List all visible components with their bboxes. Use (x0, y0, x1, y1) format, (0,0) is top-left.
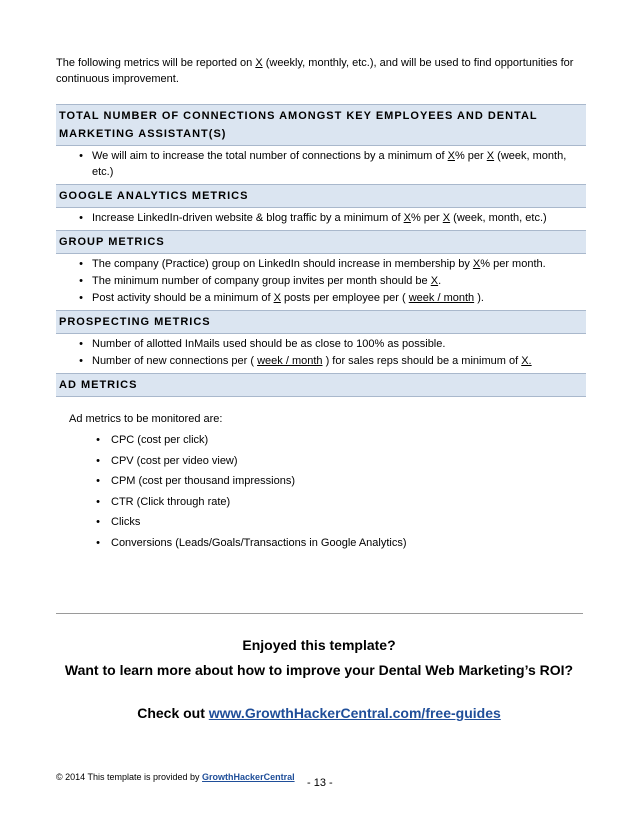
intro-text-1: The following metrics will be reported on (56, 57, 256, 69)
free-guides-link[interactable]: www.GrowthHackerCentral.com/free-guides (208, 705, 501, 721)
horizontal-divider (56, 613, 583, 614)
section-body-ad (56, 397, 586, 551)
bullet-icon: • (96, 536, 100, 549)
bullet-icon: • (96, 454, 100, 467)
cta-subheading: Want to learn more about how to improve your Dental Web Marketing’s ROI? (64, 662, 574, 678)
section-body-connections (56, 146, 586, 184)
list-item: • We will aim to increase the total number of connections by a minimum of X% per X (week, month, etc.) (76, 148, 586, 180)
bullet-icon: • (79, 258, 83, 270)
cta-heading: Enjoyed this template? (242, 637, 396, 653)
intro-paragraph (56, 55, 586, 87)
section-header-group: GROUP METRICS (56, 230, 586, 254)
section-body-group (56, 254, 586, 310)
footer-link[interactable]: GrowthHackerCentral (202, 772, 295, 782)
bullet-icon: • (96, 516, 100, 529)
list-item: • The company (Practice) group on LinkedIn should increase in membership by X% per month. (76, 256, 586, 272)
section-header-ad: AD METRICS (56, 373, 586, 397)
bullet-icon: • (79, 292, 83, 304)
list-item: • CPM (cost per thousand impressions) (93, 473, 586, 489)
list-item: • Clicks (93, 514, 586, 530)
list-item: • Post activity should be a minimum of X posts per employee per ( week / month ). (76, 290, 586, 306)
bullet-icon: • (79, 338, 83, 350)
section-body-analytics (56, 208, 586, 230)
bullet-icon: • (96, 434, 100, 446)
section-header-analytics: GOOGLE ANALYTICS METRICS (56, 184, 586, 208)
bullet-icon: • (79, 150, 83, 162)
list-item: • Number of new connections per ( week / month ) for sales reps should be a minimum of X. (76, 353, 586, 369)
section-body-prospecting (56, 334, 586, 373)
footer-text: © 2014 This template is provided by (56, 772, 203, 782)
cta-link-line (0, 704, 638, 722)
bullet-icon: • (96, 475, 100, 488)
bullet-icon: • (79, 275, 83, 287)
intro-text-2: (weekly, monthly, etc.), and will be used to find opportunities for continuous improvement. (56, 57, 574, 85)
list-item: • Conversions (Leads/Goals/Transactions in Google Analytics) (93, 535, 586, 551)
list-item: • CPC (cost per click) (93, 432, 586, 448)
bullet-icon: • (79, 355, 83, 367)
list-item: • Increase LinkedIn-driven website & blog traffic by a minimum of X% per X (week, month, etc.) (76, 210, 586, 226)
bullet-icon: • (96, 495, 100, 508)
intro-x-placeholder: X (255, 57, 263, 69)
list-item: • The minimum number of company group invites per month should be X. (76, 273, 586, 289)
list-item: • CPV (cost per video view) (93, 453, 586, 469)
footer-credit (56, 771, 295, 783)
metrics-table (56, 104, 586, 556)
section-header-connections: TOTAL NUMBER OF CONNECTIONS AMONGST KEY EMPLOYEES AND DENTAL MARKETING ASSISTANT(S) (56, 104, 586, 146)
section-header-prospecting: PROSPECTING METRICS (56, 310, 586, 334)
cta-prefix: Check out (137, 705, 209, 721)
list-item: • CTR (Click through rate) (93, 494, 586, 510)
bullet-icon: • (79, 212, 83, 224)
list-item: • Number of allotted InMails used should be as close to 100% as possible. (76, 336, 586, 352)
ad-lead-text: Ad metrics to be monitored are: (69, 413, 223, 425)
page-number: - 13 - (307, 777, 333, 789)
